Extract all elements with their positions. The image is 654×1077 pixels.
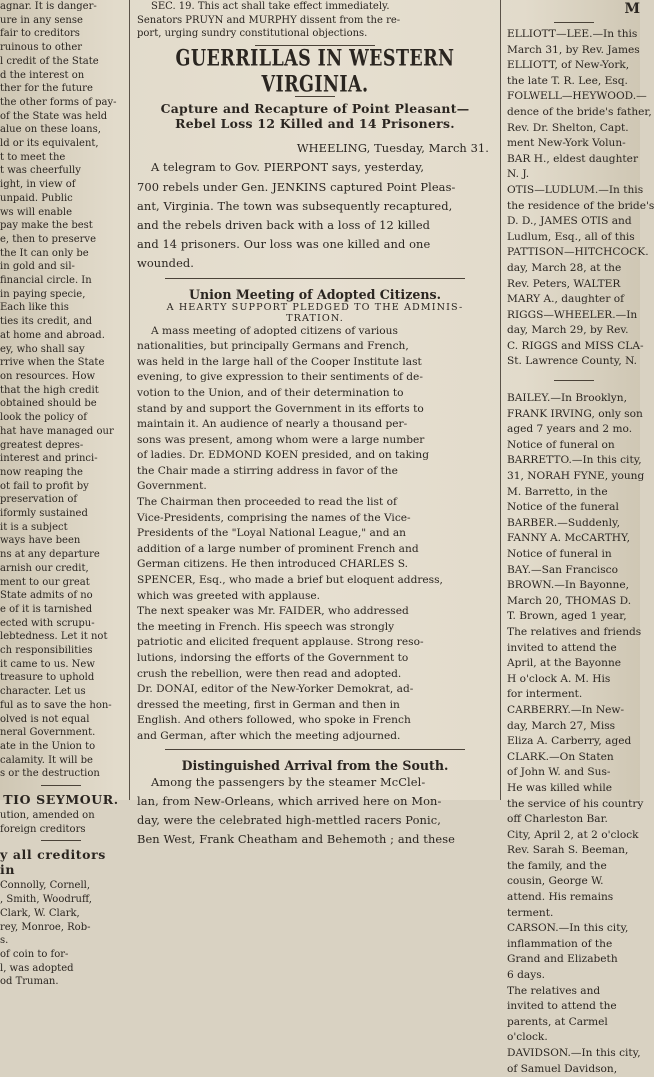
text-line: BROWN.—In Bayonne, xyxy=(507,579,630,592)
text-line: BARBER.—Suddenly, xyxy=(507,516,620,529)
text-line: ws will enable xyxy=(0,206,73,218)
text-line: day, March 27, Miss xyxy=(507,719,616,732)
text-line: lan, from New-Orleans, which arrived here on Mon- xyxy=(137,793,442,808)
text-line: the service of his country xyxy=(507,797,644,810)
text-line: terment. xyxy=(507,906,554,919)
text-line: State admits of no xyxy=(0,590,93,602)
subhead: Rebel Loss 12 Killed and 14 Prisoners. xyxy=(175,116,455,132)
text-line: Connolly, Cornell, xyxy=(0,880,91,892)
text-line: patriotic and elicited frequent applause. Strong reso- xyxy=(137,636,424,649)
text-line: character. Let us xyxy=(0,686,86,698)
text-line: the family, and the xyxy=(507,859,607,872)
text-line: unpaid. Public xyxy=(0,192,73,204)
text-line: BAILEY.—In Brooklyn, xyxy=(507,392,627,405)
text-line: ruinous to other xyxy=(0,42,83,54)
text-line: lutions, indorsing the efforts of the Government to xyxy=(137,652,409,664)
text-line: ure in any sense xyxy=(0,14,83,26)
text-line: CARBERRY.—In New- xyxy=(507,703,625,716)
column-head xyxy=(507,0,640,18)
text-line: addition of a large number of prominent French and xyxy=(137,542,419,555)
text-line: dence of the bride's father, xyxy=(507,105,652,118)
text-line: dressed the meeting, first in German and then in xyxy=(137,698,400,711)
text-line: ight, in view of xyxy=(0,179,76,191)
left-signature: TIO SEYMOUR. xyxy=(3,792,119,808)
text-line: Notice of the funeral xyxy=(507,501,619,514)
text-line: Vice-Presidents, comprising the names of the Vice- xyxy=(137,511,411,524)
text-line: The relatives and friends xyxy=(507,625,642,638)
text-line: olved is not equal xyxy=(0,713,90,725)
text-line: of John W. and Sus- xyxy=(507,766,611,779)
text-line: cousin, George W. xyxy=(507,875,604,888)
text-line: Rev. Peters, WALTER xyxy=(507,277,621,290)
text-line: Government. xyxy=(137,480,207,493)
text-line: ey, who shall say xyxy=(0,343,85,355)
text-line: ected with scrupu- xyxy=(0,617,95,629)
text-line: the meeting in French. His speech was strongly xyxy=(137,620,395,633)
text-line: look the policy of xyxy=(0,412,88,424)
text-line: day, March 28, at the xyxy=(507,261,622,274)
text-line: maintain it. An audience of nearly a thousand per- xyxy=(137,418,408,431)
text-line: BARRETTO.—In this city, xyxy=(507,454,642,467)
text-line: parents, at Carmel xyxy=(507,1015,608,1028)
text-line: ELLIOTT, of New-York, xyxy=(507,59,630,72)
text-line: the residence of the bride's xyxy=(507,199,654,212)
left-column-text-top xyxy=(0,0,122,781)
story-guerrillas xyxy=(137,158,493,273)
text-line: Presidents of the "Loyal National League," and an xyxy=(137,527,406,540)
text-line: Notice of funeral in xyxy=(507,548,612,560)
divider xyxy=(165,278,465,279)
text-line: it came to us. New xyxy=(0,658,95,670)
marriage-notices xyxy=(507,27,654,370)
text-line: rey, Monroe, Rob- xyxy=(0,921,91,933)
text-line: l credit of the State xyxy=(0,55,99,67)
text-line: day, were the celebrated high-mettled racers Ponic, xyxy=(137,812,441,827)
text-line: 700 rebels under Gen. JENKINS captured Point Pleas- xyxy=(137,179,456,194)
text-line: obtained should be xyxy=(0,398,97,410)
text-line: neral Government. xyxy=(0,727,96,739)
divider xyxy=(41,785,81,786)
text-line: the late T. R. Lee, Esq. xyxy=(507,74,628,87)
left-column xyxy=(0,0,122,988)
text-line: at home and abroad. xyxy=(0,329,105,341)
text-line: in gold and sil- xyxy=(0,261,75,273)
text-line: March 31, by Rev. James xyxy=(507,43,640,56)
text-line: ch responsibilities xyxy=(0,645,93,657)
text-line: s. xyxy=(0,935,9,947)
text-line: on resources. How xyxy=(0,370,96,382)
text-line: l, was adopted xyxy=(0,962,74,974)
text-line: MARY A., daughter of xyxy=(507,293,625,306)
text-line: Senators PRUYN and MURPHY dissent from the re- xyxy=(137,14,401,26)
section-kicker: TRATION. xyxy=(286,312,344,324)
text-line: OTIS—LUDLUM.—In this xyxy=(507,183,644,196)
text-line: wounded. xyxy=(137,256,195,271)
text-line: A mass meeting of adopted citizens of various xyxy=(151,324,398,337)
text-line: March 20, THOMAS D. xyxy=(507,594,632,607)
text-line: 31, NORAH FYNE, young xyxy=(507,470,645,483)
text-line: of the State was held xyxy=(0,110,108,122)
text-line: off Charleston Bar. xyxy=(507,813,608,826)
text-line: Among the passengers by the steamer McClel- xyxy=(151,774,426,789)
text-line: aged 7 years and 2 mo. xyxy=(507,423,633,436)
text-line: iformly sustained xyxy=(0,508,88,520)
text-line: preservation of xyxy=(0,494,78,506)
text-line: N. J. xyxy=(507,168,530,181)
text-line: which was greeted with applause. xyxy=(137,589,321,602)
text-line: Rev. Sarah S. Beeman, xyxy=(507,844,629,857)
text-line: foreign creditors xyxy=(0,823,86,835)
text-line: the It can only be xyxy=(0,247,89,259)
text-line: of Samuel Davidson, xyxy=(507,1062,618,1075)
text-line: pay make the best xyxy=(0,220,93,232)
dateline: WHEELING, Tuesday, March 31. xyxy=(296,141,489,156)
text-line: German citizens. He then introduced CHARLES S. xyxy=(137,558,409,571)
text-line: The Chairman then proceeded to read the list of xyxy=(137,496,397,509)
text-line: SPENCER, Esq., who made a brief but eloquent address, xyxy=(137,574,443,587)
text-line: FANNY A. McCARTHY, xyxy=(507,532,630,545)
text-line: BAY.—San Francisco xyxy=(507,563,618,576)
section-title: Distinguished Arrival from the South. xyxy=(181,757,449,773)
text-line: Grand and Elizabeth xyxy=(507,953,618,966)
text-line: ways have been xyxy=(0,535,81,547)
story-union-meeting xyxy=(137,324,493,745)
text-line: ELLIOTT—LEE.—In this xyxy=(507,28,638,40)
text-line: sons was present, among whom were a large number xyxy=(137,433,425,446)
text-line: , Smith, Woodruff, xyxy=(0,894,92,906)
text-line: ment New-York Volun- xyxy=(507,137,626,150)
text-line: evening, to give expression to their sentiments of de- xyxy=(137,371,423,384)
text-line: Each like this xyxy=(0,302,69,314)
text-line: the other forms of pay- xyxy=(0,96,117,108)
text-line: Rev. Dr. Shelton, Capt. xyxy=(507,121,629,134)
left-heading: y all creditors in xyxy=(0,847,106,878)
text-line: ant, Virginia. The town was subsequently recaptured, xyxy=(137,198,453,213)
text-line: fair to creditors xyxy=(0,28,80,40)
text-line: ution, amended on xyxy=(0,810,95,822)
text-line: M xyxy=(624,1,640,17)
section-title: Union Meeting of Adopted Citizens. xyxy=(189,286,441,302)
text-line: The relatives and xyxy=(507,984,601,997)
text-line: e of it is tarnished xyxy=(0,603,93,615)
column-rule xyxy=(500,0,501,800)
text-line: ful as to save the hon- xyxy=(0,699,112,711)
text-line: ther for the future xyxy=(0,83,93,95)
text-line: A telegram to Gov. PIERPONT says, yesterday, xyxy=(151,160,425,175)
text-line: invited to attend the xyxy=(507,641,617,654)
text-line: calamity. It will be xyxy=(0,754,93,766)
text-line: Ludlum, Esq., all of this xyxy=(507,230,635,243)
text-line: greatest depres- xyxy=(0,439,84,451)
text-line: Ben West, Frank Cheatham and Behemoth ; and these xyxy=(137,832,456,847)
text-line: now reaping the xyxy=(0,466,83,478)
text-line: s or the destruction xyxy=(0,768,100,780)
text-line: financial circle. In xyxy=(0,275,92,287)
text-line: invited to attend the xyxy=(507,1000,617,1013)
text-line: St. Lawrence County, N. xyxy=(507,355,638,368)
senate-note xyxy=(137,0,493,41)
divider xyxy=(41,840,81,841)
story-arrival xyxy=(137,773,493,850)
text-line: ld or its equivalent, xyxy=(0,138,99,150)
text-line: in paying specie, xyxy=(0,288,86,300)
section-kicker: A HEARTY SUPPORT PLEDGED TO THE ADMINIS- xyxy=(166,301,464,313)
text-line: M. Barretto, in the xyxy=(507,485,608,498)
text-line: ment to our great xyxy=(0,576,90,588)
text-line: ns at any departure xyxy=(0,549,100,561)
text-line: April, at the Bayonne xyxy=(507,657,622,670)
subhead: Capture and Recapture of Point Pleasant— xyxy=(160,101,470,117)
text-line: T. Brown, aged 1 year, xyxy=(507,610,627,623)
text-line: day, March 29, by Rev. xyxy=(507,324,629,337)
text-line: of coin to for- xyxy=(0,949,69,960)
text-line: Clark, W. Clark, xyxy=(0,907,80,919)
text-line: od Truman. xyxy=(0,976,59,988)
text-line: English. And others followed, who spoke in French xyxy=(137,714,411,727)
text-line: The next speaker was Mr. FAIDER, who addressed xyxy=(137,605,409,618)
text-line: Notice of funeral on xyxy=(507,438,615,451)
text-line: t to meet the xyxy=(0,151,66,163)
text-line: the Chair made a stirring address in favor of the xyxy=(137,464,398,477)
headline: GUERRILLAS IN WESTERN VIRGINIA. xyxy=(175,46,455,99)
text-line: ate in the Union to xyxy=(0,740,96,752)
text-line: of ladies. Dr. EDMOND KOEN presided, and on taking xyxy=(137,449,430,462)
text-line: d the interest on xyxy=(0,69,85,81)
text-line: stand by and support the Government in its efforts to xyxy=(137,402,424,415)
text-line: 6 days. xyxy=(507,969,545,982)
text-line: RIGGS—WHEELER.—In xyxy=(507,308,638,321)
text-line: it is a subject xyxy=(0,521,68,533)
divider xyxy=(554,22,594,23)
middle-column xyxy=(137,0,493,847)
text-line: nationalities, but principally Germans and French, xyxy=(137,340,409,353)
text-line: lebtedness. Let it not xyxy=(0,631,108,643)
text-line: ot fail to profit by xyxy=(0,480,89,492)
text-line: t was cheerfully xyxy=(0,165,81,177)
text-line: votion to the Union, and of their determination to xyxy=(137,386,404,399)
text-line: agnar. It is danger- xyxy=(0,1,97,12)
left-column-text-mid xyxy=(0,809,122,836)
text-line: hat have managed our xyxy=(0,425,114,437)
left-column-text-bottom xyxy=(0,879,122,989)
text-line: CARSON.—In this city, xyxy=(507,922,629,935)
text-line: attend. His remains xyxy=(507,891,614,904)
text-line: port, urging sundry constitutional objections. xyxy=(137,28,368,40)
text-line: Dr. DONAI, editor of the New-Yorker Demokrat, ad- xyxy=(137,683,414,696)
text-line: e, then to preserve xyxy=(0,233,96,245)
text-line: treasure to uphold xyxy=(0,672,95,684)
text-line: for interment. xyxy=(507,688,583,701)
text-line: and the rebels driven back with a loss of 12 killed xyxy=(137,217,431,232)
text-line: ties its credit, and xyxy=(0,316,93,328)
column-rule xyxy=(129,0,130,800)
text-line: was held in the large hall of the Cooper Institute last xyxy=(137,355,422,368)
text-line: FRANK IRVING, only son xyxy=(507,407,643,420)
text-line: alue on these loans, xyxy=(0,124,101,136)
text-line: BAR H., eldest daughter xyxy=(507,152,639,165)
text-line: interest and princi- xyxy=(0,453,98,465)
text-line: He was killed while xyxy=(507,781,613,794)
text-line: H o'clock A. M. His xyxy=(507,672,611,685)
text-line: FOLWELL—HEYWOOD.— xyxy=(507,90,647,103)
text-line: C. RIGGS and MISS CLA- xyxy=(507,339,644,352)
text-line: arnish our credit, xyxy=(0,562,89,574)
text-line: crush the rebellion, were then read and adopted. xyxy=(137,667,402,680)
text-line: Eliza A. Carberry, aged xyxy=(507,735,632,748)
divider xyxy=(165,749,465,750)
text-line: inflammation of the xyxy=(507,937,613,950)
text-line: rrive when the State xyxy=(0,357,105,369)
right-column xyxy=(507,0,654,1075)
text-line: DAVIDSON.—In this city, xyxy=(507,1047,641,1059)
text-line: o'clock. xyxy=(507,1031,548,1044)
text-line: and German, after which the meeting adjourned. xyxy=(137,729,401,742)
divider xyxy=(554,380,594,381)
text-line: and 14 prisoners. Our loss was one killed and one xyxy=(137,237,431,252)
text-line: D. D., JAMES OTIS and xyxy=(507,215,632,228)
text-line: that the high credit xyxy=(0,384,99,396)
text-line: City, April 2, at 2 o'clock xyxy=(507,828,639,841)
death-notices xyxy=(507,391,645,1077)
text-line: SEC. 19. This act shall take effect immediately. xyxy=(151,1,390,12)
text-line: PATTISON—HITCHCOCK. xyxy=(507,246,649,259)
text-line: CLARK.—On Staten xyxy=(507,750,614,763)
